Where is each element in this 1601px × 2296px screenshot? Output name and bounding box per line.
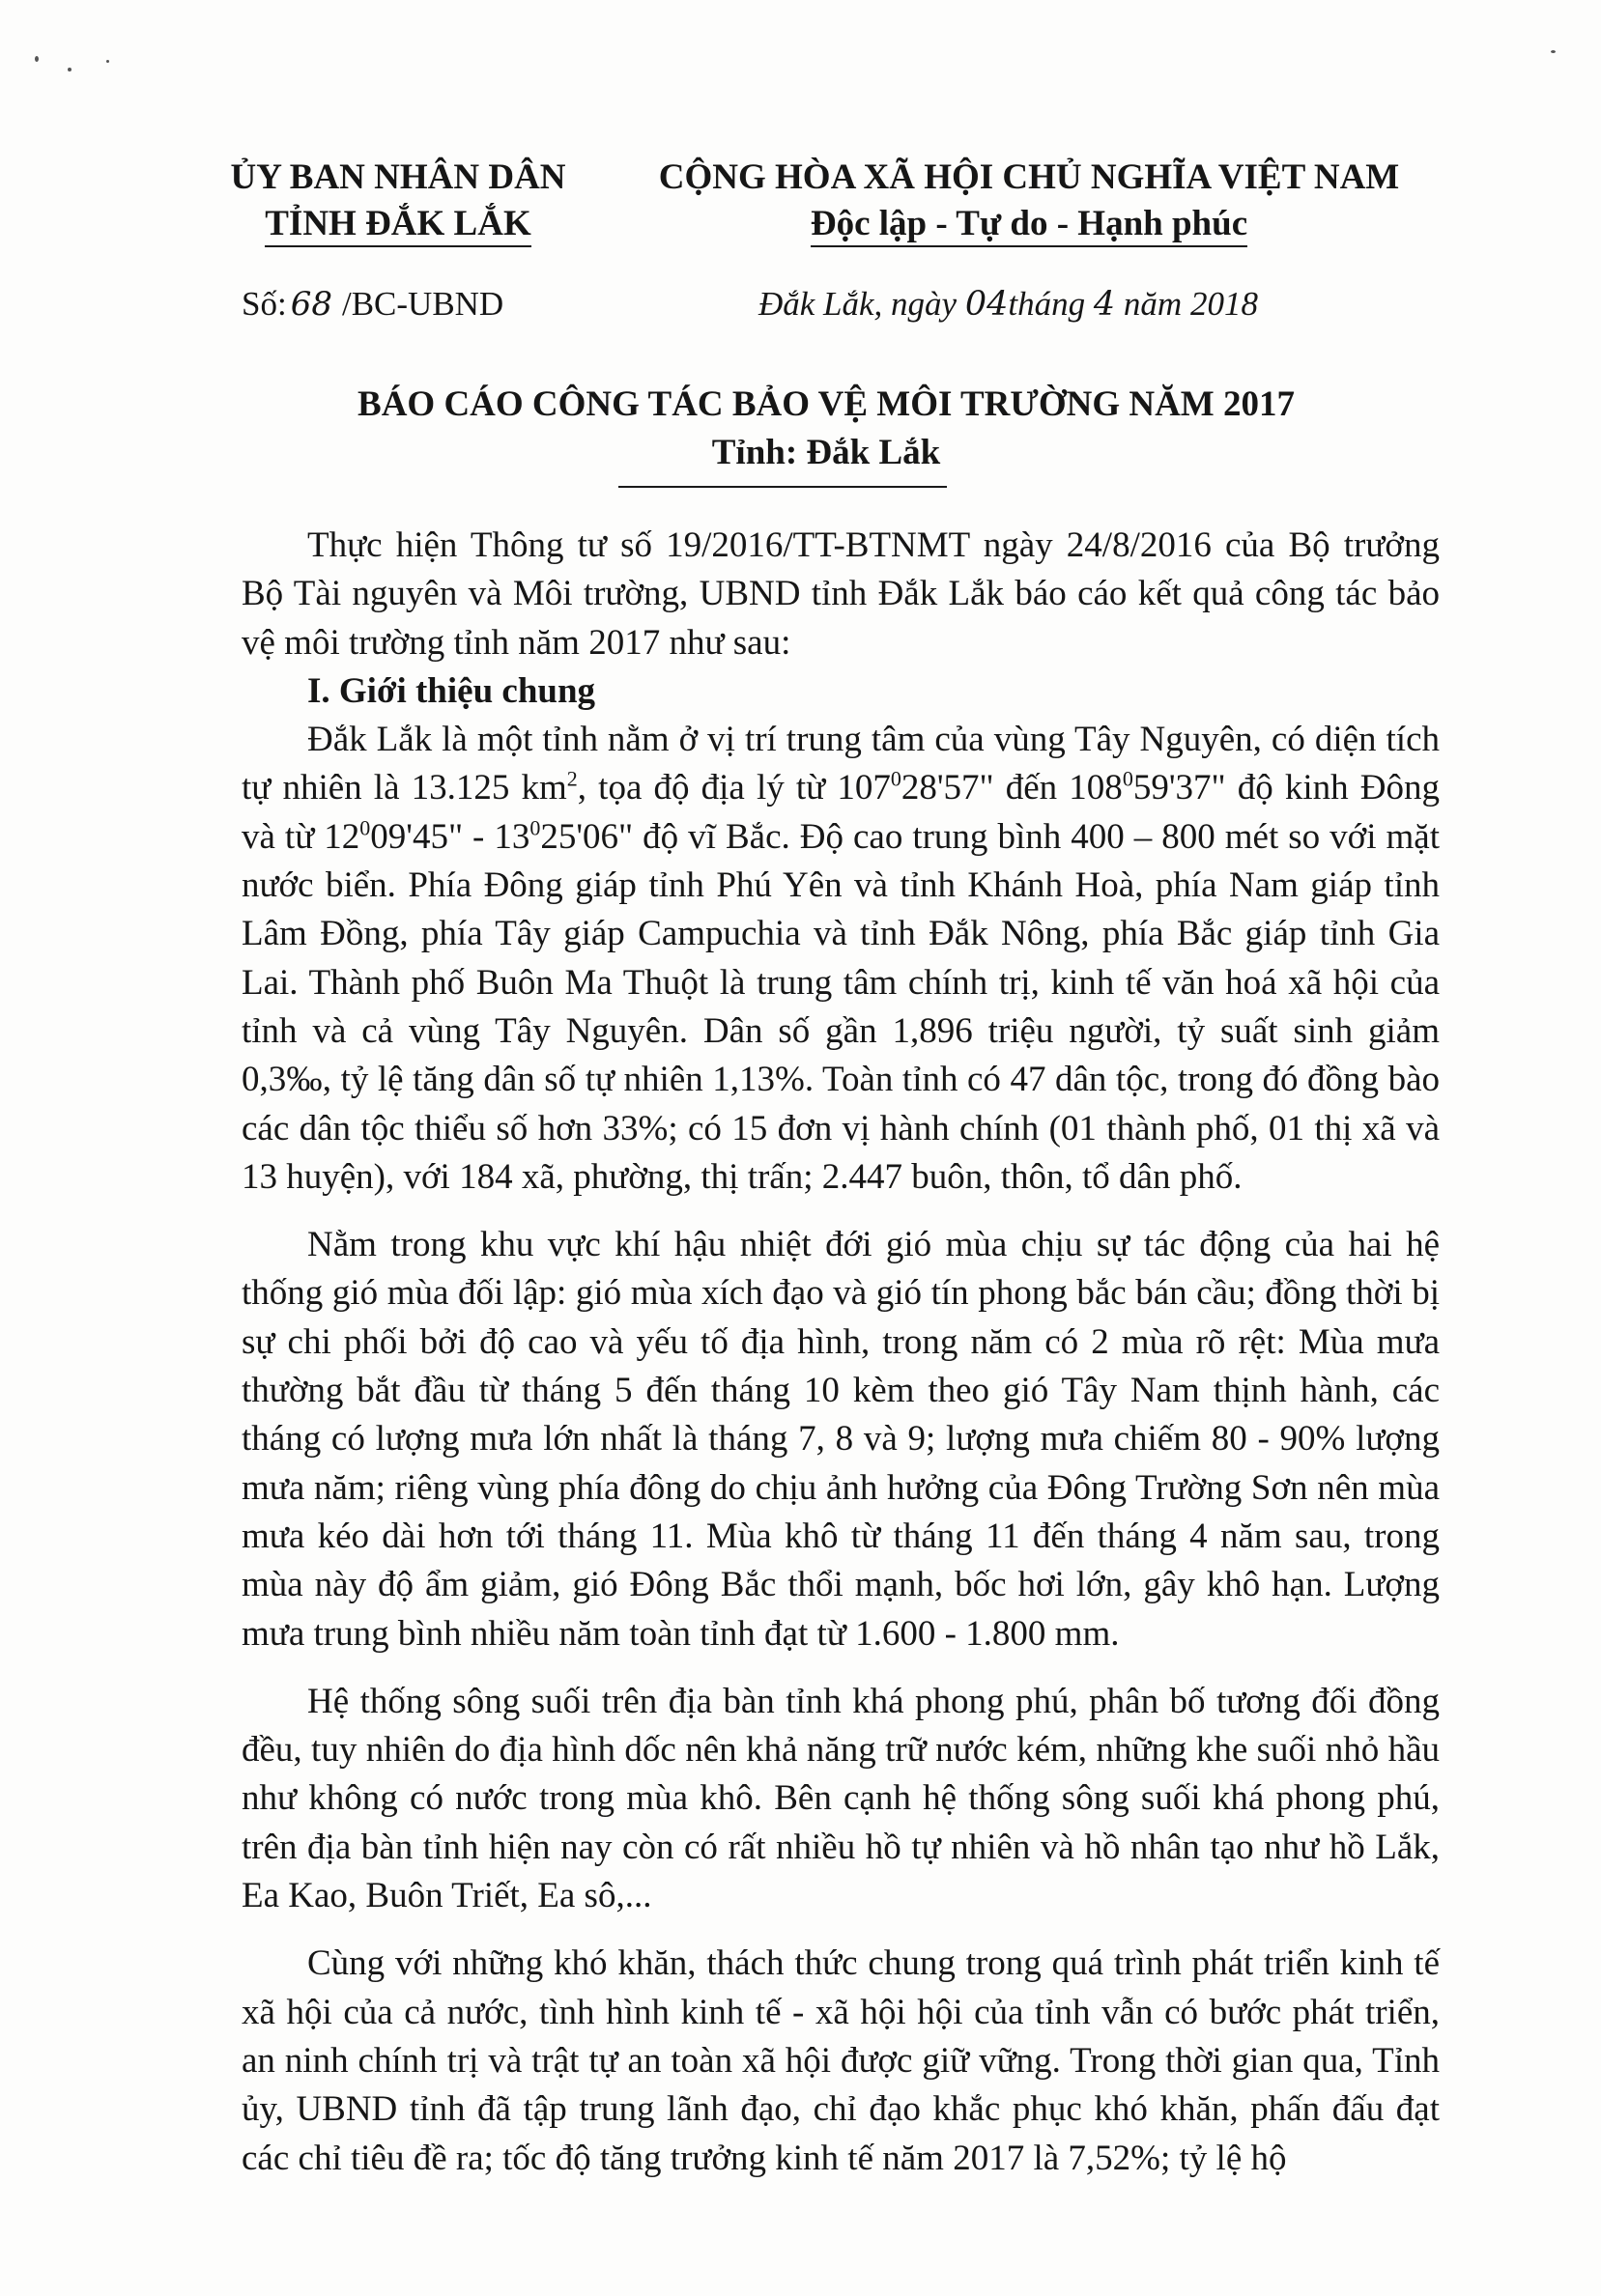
scan-speck xyxy=(68,68,71,71)
report-subtitle: Tỉnh: Đắk Lắk xyxy=(711,433,941,472)
economy-paragraph: Cùng với những khó khăn, thách thức chung trong quá trình phát triển kinh tế xã hội của cả nước, tình hình kinh tế - xã hội hội của tỉnh vẫn có bước phát triển, an ninh chính trị và trật tự an toàn xã hội được giữ vững. Trong thời gian qua, Tỉnh ủy, UBND tỉnh đã tập trung lãnh đạo, chỉ đạo khắc phục khó khăn, phấn đấu đạt các chỉ tiêu đề ra; tốc độ tăng trưởng kinh tế năm 2017 là 7,52%; tỷ lệ hộ xyxy=(242,1943,1440,2178)
doc-number-handwritten: 68 xyxy=(290,285,332,324)
scan-speck xyxy=(106,60,109,63)
date-month-label: tháng xyxy=(1008,285,1086,323)
date-month-handwritten: 4 xyxy=(1093,285,1116,324)
document-number xyxy=(242,280,503,328)
province-name: TỈNH ĐẮK LẮK xyxy=(265,203,530,247)
authority-name: ỦY BAN NHÂN DÂN xyxy=(230,157,566,197)
text-run: 09'45" - 13 xyxy=(370,816,530,857)
issuing-authority xyxy=(186,155,611,247)
nation-name: CỘNG HÒA XÃ HỘI CHỦ NGHĨA VIỆT NAM xyxy=(658,157,1400,197)
doc-number-prefix: Số: xyxy=(242,285,287,323)
hydrology-paragraph: Hệ thống sông suối trên địa bàn tỉnh khá phong phú, phân bố tương đối đồng đều, tuy nhiên do địa hình dốc nên khả năng trữ nước kém, những khe suối nhỏ hầu như không có nước trong mùa khô. Bên cạnh hệ thống sông suối khá phong phú, trên địa bàn tỉnh hiện nay còn có rất nhiều hồ tự nhiên và hồ nhân tạo như hồ Lắk, Ea Kao, Buôn Triết, Ea sô,... xyxy=(242,1681,1440,1916)
overview-paragraph xyxy=(242,716,1440,1202)
scan-speck xyxy=(35,56,39,62)
text-run: Đắk Lắk là một tỉnh nằm ở vị trí trung tâm của vùng Tây Nguyên, có diện tích tự nhiên là 13.125 km xyxy=(242,720,1440,808)
report-title: BÁO CÁO CÔNG TÁC BẢO VỆ MÔI TRƯỜNG NĂM 2017 xyxy=(357,384,1295,424)
text-run: 28'57" đến 108 xyxy=(901,768,1123,808)
scan-speck xyxy=(1551,50,1556,53)
date-day-handwritten: 04 xyxy=(964,285,1009,324)
section-heading: I. Giới thiệu chung xyxy=(307,670,596,711)
doc-number-suffix: /BC-UBND xyxy=(341,285,504,323)
text-run: , tọa độ địa lý từ 107 xyxy=(577,768,891,808)
national-motto: Độc lập - Tự do - Hạnh phúc xyxy=(811,203,1247,247)
date-place: Đắk Lắk, ngày xyxy=(758,285,958,323)
date-line xyxy=(758,280,1258,328)
superscript: 0 xyxy=(529,815,541,840)
intro-paragraph: Thực hiện Thông tư số 19/2016/TT-BTNMT ngày 24/8/2016 của Bộ trưởng Bộ Tài nguyên và Môi trường, UBND tỉnh Đắk Lắk báo cáo kết quả công tác bảo vệ môi trường tỉnh năm 2017 như sau: xyxy=(242,525,1440,663)
superscript: 0 xyxy=(1122,767,1133,792)
national-heading xyxy=(618,155,1440,247)
climate-paragraph: Nằm trong khu vực khí hậu nhiệt đới gió mùa chịu sự tác động của hai hệ thống gió mùa đối lập: gió mùa xích đạo và gió tín phong bắc bán cầu; đồng thời bị sự chi phối bởi độ cao và yếu tố địa hình, trong năm có 2 mùa rõ rệt: Mùa mưa thường bắt đầu từ tháng 5 đến tháng 10 kèm theo gió Tây Nam thịnh hành, các tháng có lượng mưa lớn nhất là tháng 7, 8 và 9; lượng mưa chiếm 80 - 90% lượng mưa năm; riêng vùng phía đông do chịu ảnh hưởng của Đông Trường Sơn nên mùa mưa kéo dài hơn tới tháng 11. Mùa khô từ tháng 11 đến tháng 4 năm sau, trong mùa này độ ẩm giảm, gió Đông Bắc thổi mạnh, bốc hơi lớn, gây khô hạn. Lượng mưa trung bình nhiều năm toàn tỉnh đạt từ 1.600 - 1.800 mm. xyxy=(242,1225,1440,1654)
superscript: 2 xyxy=(566,767,578,792)
text-run: 25'06" độ vĩ Bắc. Độ cao trung bình 400 – 800 mét so với mặt nước biển. Phía Đông giáp tỉnh Phú Yên và tỉnh Khánh Hoà, phía Nam giáp tỉnh Lâm Đồng, phía Tây giáp Campuchia và tỉnh Đắk Nông, phía Bắc giáp tỉnh Gia Lai. Thành phố Buôn Ma Thuột là trung tâm chính trị, kinh tế văn hoá xã hội của tỉnh và cả vùng Tây Nguyên. Dân số gần 1,896 triệu người, tỷ suất sinh giảm 0,3‰, tỷ lệ tăng dân số tự nhiên 1,13%. Toàn tỉnh có 47 dân tộc, trong đó đồng bào các dân tộc thiểu số hơn 33%; có 15 đơn vị hành chính (01 thành phố, 01 thị xã và 13 huyện), với 184 xã, phường, thị trấn; 2.447 buôn, thôn, tổ dân phố. xyxy=(242,816,1440,1197)
date-year: năm 2018 xyxy=(1123,285,1258,323)
superscript: 0 xyxy=(890,767,901,792)
title-divider xyxy=(618,486,947,488)
report-body xyxy=(242,522,1440,2183)
text-run: 59'37" độ kinh Đông và từ 12 xyxy=(242,768,1440,857)
superscript: 0 xyxy=(359,815,371,840)
